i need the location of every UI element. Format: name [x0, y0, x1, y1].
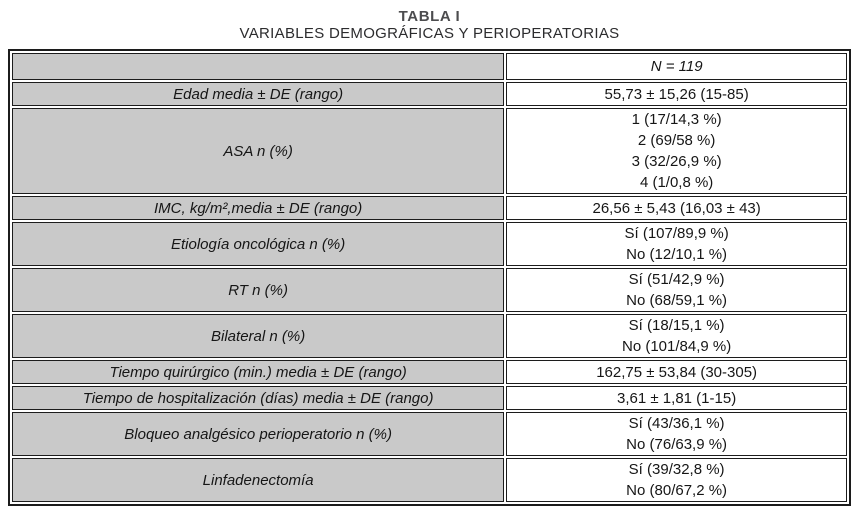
value-line: Sí (18/15,1 %): [628, 317, 725, 334]
row-label: Bilateral n (%): [12, 314, 504, 358]
value-line: 1 (17/14,3 %): [631, 111, 722, 128]
row-value: [506, 108, 847, 194]
table-row: [12, 108, 847, 194]
table-subtitle: VARIABLES DEMOGRÁFICAS Y PERIOPERATORIAS: [239, 25, 620, 42]
row-value: [506, 386, 847, 410]
value-line: 2 (69/58 %): [637, 132, 716, 149]
value-line: 4 (1/0,8 %): [639, 174, 714, 191]
header-empty-cell: [12, 53, 504, 80]
row-value: [506, 360, 847, 384]
table-row: [12, 386, 847, 410]
row-label: Tiempo de hospitalización (días) media ± DE (rango): [12, 386, 504, 410]
table-row: [12, 314, 847, 358]
value-line: No (80/67,2 %): [626, 482, 728, 499]
row-label: IMC, kg/m²,media ± DE (rango): [12, 196, 504, 220]
value-line: 3,61 ± 1,81 (1-15): [617, 389, 737, 407]
row-label: Bloqueo analgésico perioperatorio n (%): [12, 412, 504, 456]
value-line: Sí (39/32,8 %): [628, 461, 725, 478]
row-label: Edad media ± DE (rango): [12, 82, 504, 106]
table-row: [12, 268, 847, 312]
row-value: [506, 268, 847, 312]
value-line: 26,56 ± 5,43 (16,03 ± 43): [592, 199, 761, 217]
value-line: Sí (43/36,1 %): [628, 415, 725, 432]
row-value: [506, 82, 847, 106]
value-line: 162,75 ± 53,84 (30-305): [596, 363, 758, 381]
row-value: [506, 314, 847, 358]
table-title: TABLA I: [398, 8, 461, 25]
value-line: 3 (32/26,9 %): [631, 153, 722, 170]
row-label: RT n (%): [12, 268, 504, 312]
value-line: No (12/10,1 %): [626, 246, 728, 263]
row-label: Tiempo quirúrgico (min.) media ± DE (rango): [12, 360, 504, 384]
value-line: No (68/59,1 %): [626, 292, 728, 309]
table-row: [12, 458, 847, 502]
value-line: No (76/63,9 %): [626, 436, 728, 453]
table-body: [12, 82, 847, 502]
value-line: 55,73 ± 15,26 (15-85): [604, 85, 749, 103]
value-line: No (101/84,9 %): [622, 338, 732, 355]
table-row: [12, 196, 847, 220]
row-value: [506, 222, 847, 266]
table-row: [12, 222, 847, 266]
table-row: [12, 360, 847, 384]
demographics-table: [8, 49, 851, 506]
table-header-row: [12, 53, 847, 80]
row-value: [506, 196, 847, 220]
row-value: [506, 458, 847, 502]
value-line: Sí (51/42,9 %): [628, 271, 725, 288]
header-n-cell: N = 119: [506, 53, 847, 80]
table-row: [12, 412, 847, 456]
table-row: [12, 82, 847, 106]
row-label: ASA n (%): [12, 108, 504, 194]
row-label: Etiología oncológica n (%): [12, 222, 504, 266]
value-line: Sí (107/89,9 %): [624, 225, 729, 242]
row-label: Linfadenectomía: [12, 458, 504, 502]
row-value: [506, 412, 847, 456]
